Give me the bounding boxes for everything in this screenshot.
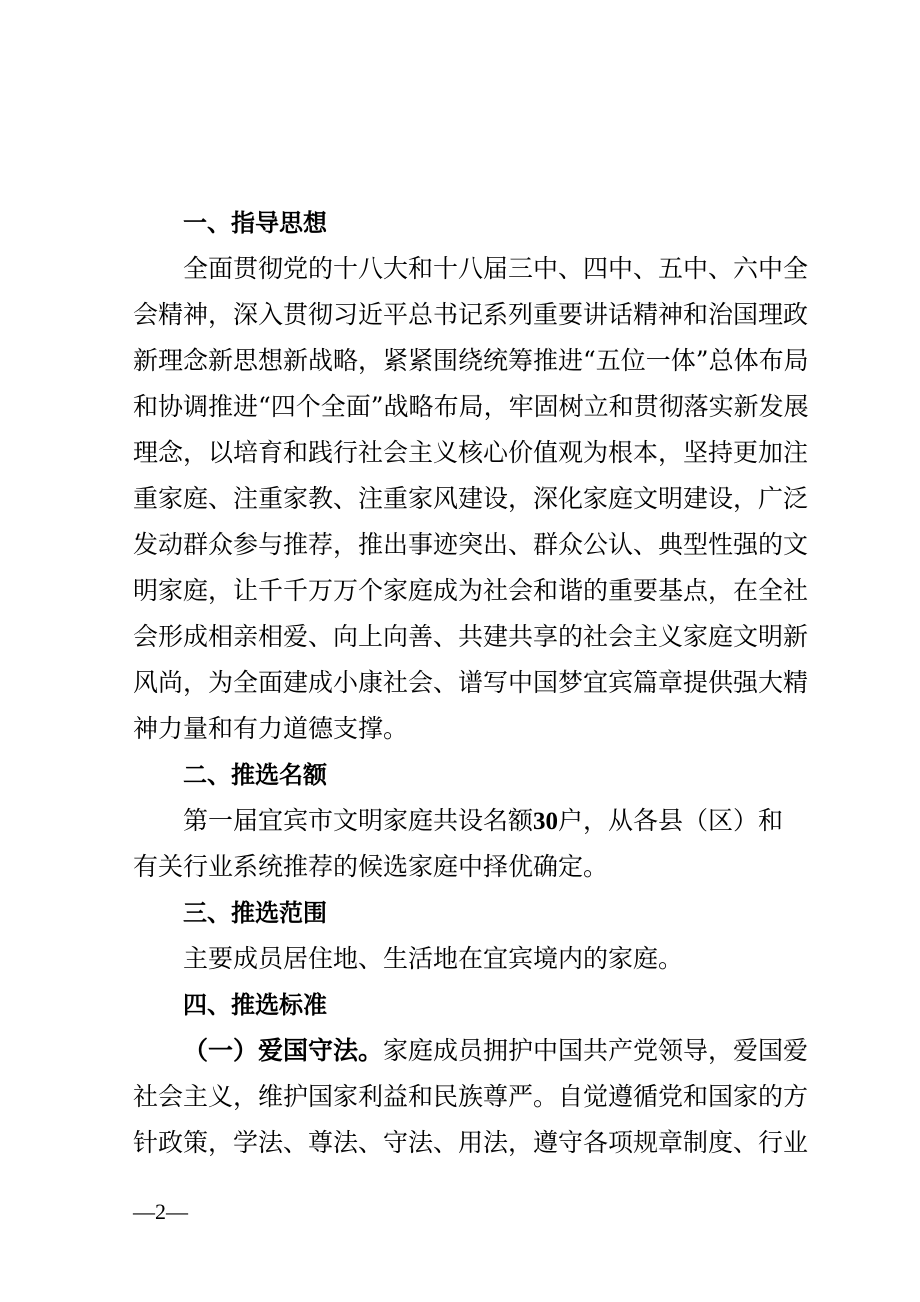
paragraph-line: 风尚，为全面建成小康社会、谱写中国梦宜宾篇章提供强大精 <box>133 668 809 697</box>
document-body <box>133 200 809 1166</box>
paragraph-line: 明家庭，让千千万万个家庭成为社会和谐的重要基点，在全社 <box>133 576 809 605</box>
paragraph-line: 主要成员居住地、生活地在宜宾境内的家庭。 <box>183 944 684 973</box>
quota-text-after: 户，从各县（区）和 <box>558 806 784 835</box>
paragraph-line: 会精神，深入贯彻习近平总书记系列重要讲话精神和治国理政 <box>133 300 809 329</box>
paragraph-line: 神力量和有力道德支撑。 <box>133 714 409 743</box>
paragraph-line-quota <box>133 798 793 844</box>
criteria-lead: （一）爱国守法。 <box>183 1036 384 1065</box>
section-heading-scope: 三、推选范围 <box>183 899 327 927</box>
paragraph-line: 全面贯彻党的十八大和十八届三中、四中、五中、六中全 <box>183 254 809 283</box>
criteria-text: 家庭成员拥护中国共产党领导，爱国爱 <box>383 1036 809 1065</box>
paragraph-line: 重家庭、注重家教、注重家风建设，深化家庭文明建设，广泛 <box>133 484 809 513</box>
paragraph-line: 新理念新思想新战略，紧紧围绕统筹推进“五位一体”总体布局 <box>133 346 809 375</box>
section-heading-criteria: 四、推选标准 <box>183 991 327 1019</box>
quota-text-before: 第一届宜宾市文明家庭共设名额 <box>183 806 534 835</box>
paragraph-line-criteria <box>133 1028 809 1074</box>
paragraph-line: 会形成相亲相爱、向上向善、共建共享的社会主义家庭文明新 <box>133 622 809 651</box>
paragraph-line: 和协调推进“四个全面”战略布局，牢固树立和贯彻落实新发展 <box>133 392 809 421</box>
quota-number: 30 <box>533 808 559 835</box>
section-heading-guiding-thought: 一、指导思想 <box>183 209 327 237</box>
paragraph-line: 理念，以培育和践行社会主义核心价值观为根本，坚持更加注 <box>133 438 809 467</box>
page-number: —2— <box>133 1199 188 1224</box>
paragraph-line: 有关行业系统推荐的候选家庭中择优确定。 <box>133 852 609 881</box>
paragraph-line: 社会主义，维护国家利益和民族尊严。自觉遵循党和国家的方 <box>133 1082 809 1111</box>
paragraph-line: 针政策，学法、尊法、守法、用法，遵守各项规章制度、行业 <box>133 1128 809 1157</box>
paragraph-line: 发动群众参与推荐，推出事迹突出、群众公认、典型性强的文 <box>133 530 809 559</box>
section-heading-quota: 二、推选名额 <box>183 761 327 789</box>
